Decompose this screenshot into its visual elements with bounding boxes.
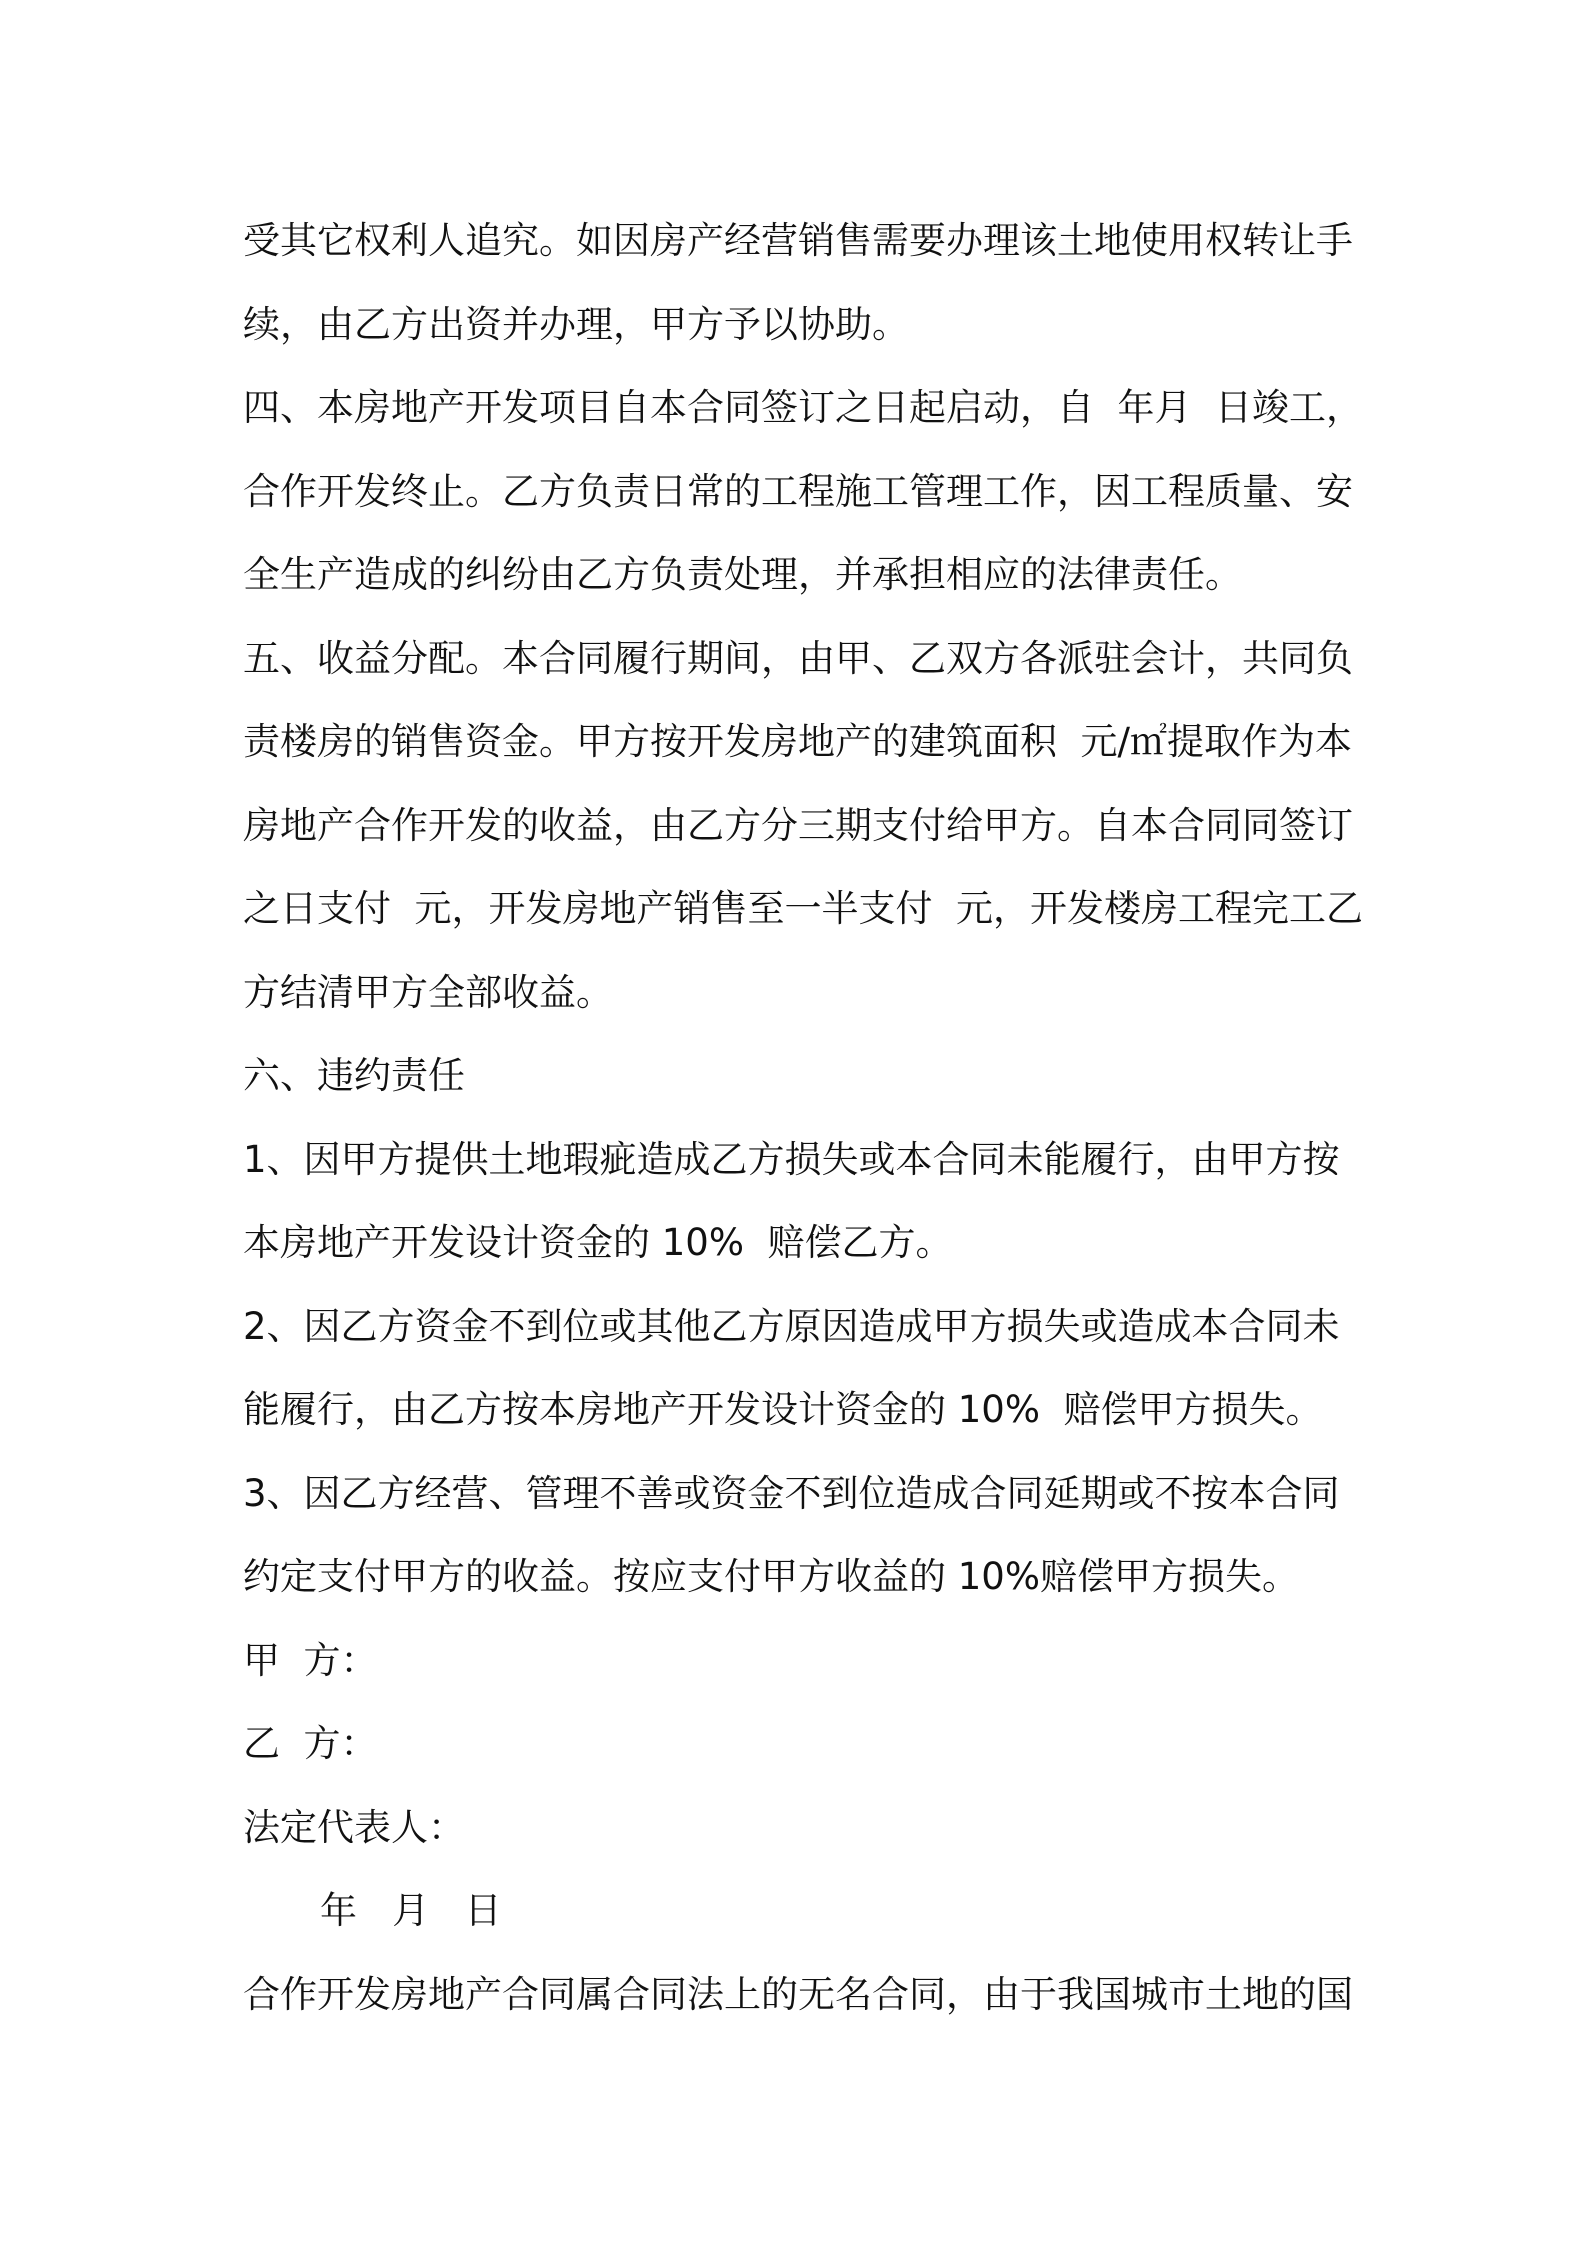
clause-6-heading: 六、违约责任	[243, 1054, 465, 1097]
signing-date-line: 年 月 日	[320, 1889, 502, 1932]
paragraph-line: 受其它权利人追究。如因房产经营销售需要办理该土地使用权转让手	[243, 219, 1353, 262]
clause-5-line: 之日支付 元，开发房地产销售至一半支付 元，开发楼房工程完工乙	[243, 887, 1364, 930]
clause-5-line: 五、收益分配。本合同履行期间，由甲、乙双方各派驻会计，共同负	[243, 636, 1353, 680]
paragraph-line: 续，由乙方出资并办理，甲方予以协助。	[243, 302, 909, 346]
clause-4-line: 合作开发终止。乙方负责日常的工程施工管理工作，因工程质量、安	[243, 469, 1353, 513]
clause-4-line: 全生产造成的纠纷由乙方负责处理，并承担相应的法律责任。	[243, 553, 1242, 596]
liability-item-3-line: 约定支付甲方的收益。按应支付甲方收益的 10%赔偿甲方损失。	[243, 1555, 1299, 1598]
clause-4-line: 四、本房地产开发项目自本合同签订之日起启动，自 年月 日竣工，	[243, 386, 1364, 429]
party-b-signature-label: 乙 方：	[243, 1722, 378, 1765]
liability-item-1-line: 本房地产开发设计资金的 10% 赔偿乙方。	[243, 1221, 953, 1264]
clause-5-line: 方结清甲方全部收益。	[243, 970, 613, 1014]
document-body	[243, 199, 1363, 2036]
clause-5-line: 房地产合作开发的收益，由乙方分三期支付给甲方。自本合同同签订	[243, 803, 1353, 847]
closing-paragraph-line: 合作开发房地产合同属合同法上的无名合同，由于我国城市土地的国	[243, 1972, 1353, 2016]
liability-item-3-line: 3、因乙方经营、管理不善或资金不到位造成合同延期或不按本合同	[243, 1471, 1340, 1515]
party-a-signature-label: 甲 方：	[243, 1638, 378, 1682]
liability-item-2-line: 能履行，由乙方按本房地产开发设计资金的 10% 赔偿甲方损失。	[243, 1388, 1323, 1431]
liability-item-2-line: 2、因乙方资金不到位或其他乙方原因造成甲方损失或造成本合同未	[243, 1304, 1340, 1348]
clause-5-line: 责楼房的销售资金。甲方按开发房地产的建筑面积 元/㎡提取作为本	[243, 720, 1352, 763]
legal-representative-label: 法定代表人：	[243, 1805, 465, 1849]
liability-item-1-line: 1、因甲方提供土地瑕疵造成乙方损失或本合同未能履行，由甲方按	[243, 1137, 1340, 1181]
